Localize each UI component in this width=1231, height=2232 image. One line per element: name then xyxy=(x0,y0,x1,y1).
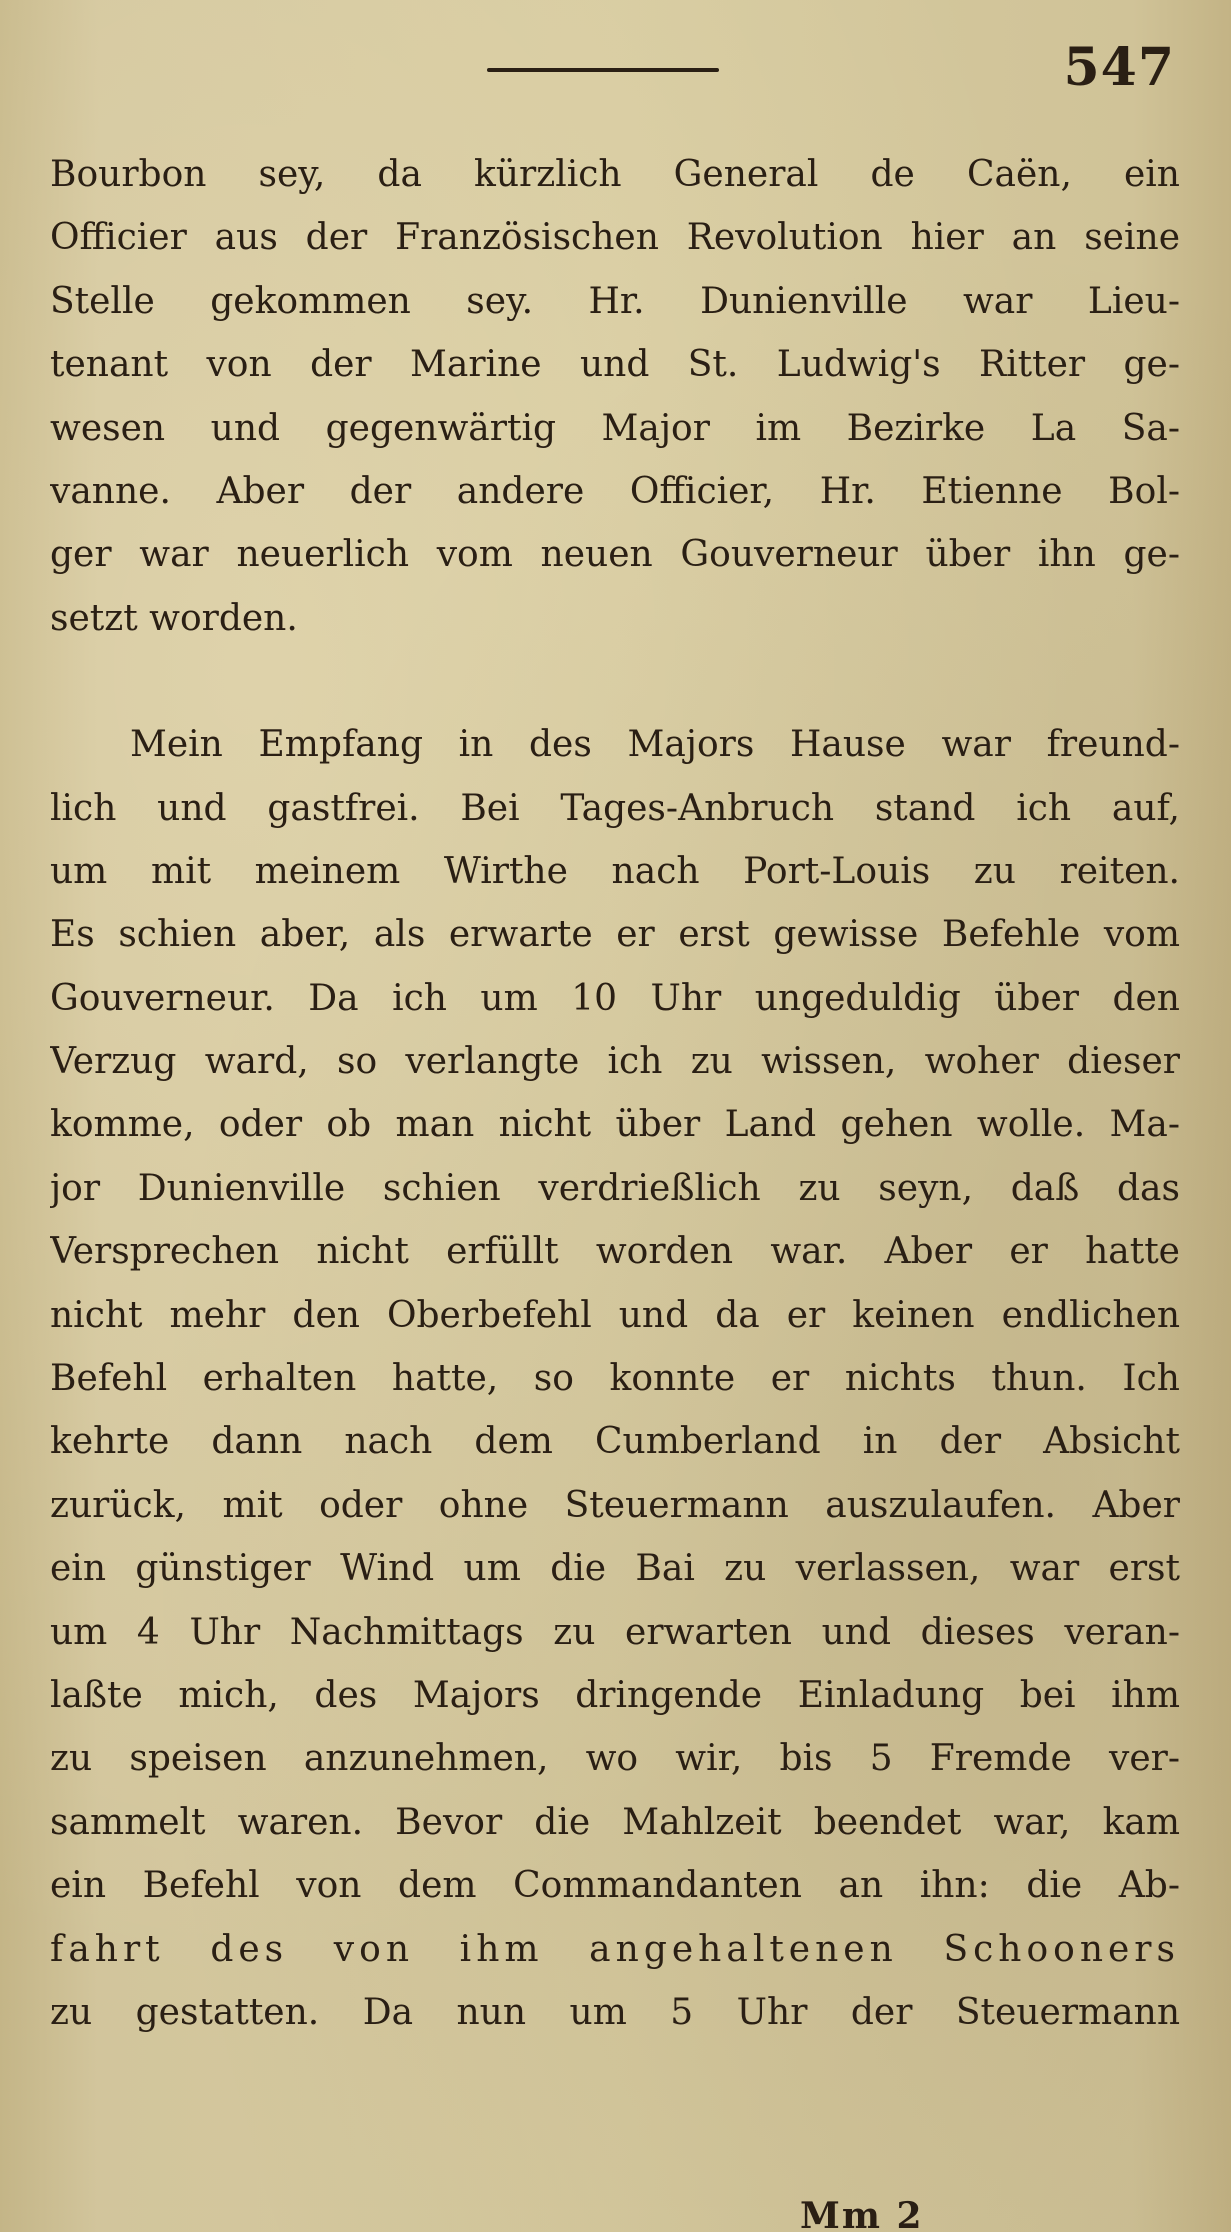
text-line: Versprechen nicht erfüllt worden war. Aber er hatte xyxy=(50,1231,1180,1273)
text-line: zurück, mit oder ohne Steuermann auszulaufen. Aber xyxy=(50,1484,1180,1526)
text-line: um 4 Uhr Nachmittags zu erwarten und dieses veran- xyxy=(50,1611,1180,1653)
body-text xyxy=(50,143,1180,2044)
text-line: sammelt waren. Bevor die Mahlzeit beendet war, kam xyxy=(50,1801,1180,1843)
text-line: Verzug ward, so verlangte ich zu wissen, woher dieser xyxy=(50,1041,1180,1083)
text-line: nicht mehr den Oberbefehl und da er keinen endlichen xyxy=(50,1294,1180,1336)
text-line: Mein Empfang in des Majors Hause war freund- xyxy=(130,724,1180,766)
paragraph-gap xyxy=(50,650,1180,713)
signature-mark: Mm 2 xyxy=(800,2195,924,2232)
text-line: wesen und gegenwärtig Major im Bezirke La Sa- xyxy=(50,407,1180,449)
text-line: komme, oder ob man nicht über Land gehen wolle. Ma- xyxy=(50,1104,1180,1146)
text-line: kehrte dann nach dem Cumberland in der Absicht xyxy=(50,1421,1180,1463)
text-line: fahrt des von ihm angehaltenen Schooners xyxy=(50,1928,1180,1970)
text-line: ein Befehl von dem Commandanten an ihn: die Ab- xyxy=(50,1865,1180,1907)
paragraph-2 xyxy=(50,713,1180,2044)
paragraph-1 xyxy=(50,143,1180,650)
text-line: jor Dunienville schien verdrießlich zu seyn, daß das xyxy=(50,1167,1180,1209)
text-line: laßte mich, des Majors dringende Einladung bei ihm xyxy=(50,1674,1180,1716)
text-line: ein günstiger Wind um die Bai zu verlassen, war erst xyxy=(50,1548,1180,1590)
text-line: Es schien aber, als erwarte er erst gewisse Befehle vom xyxy=(50,914,1180,956)
text-line: ger war neuerlich vom neuen Gouverneur über ihn ge- xyxy=(50,534,1180,576)
header-rule xyxy=(487,68,719,72)
text-line: Gouverneur. Da ich um 10 Uhr ungeduldig über den xyxy=(50,977,1180,1019)
text-line: lich und gastfrei. Bei Tages-Anbruch stand ich auf, xyxy=(50,787,1180,829)
text-line: Stelle gekommen sey. Hr. Dunienville war Lieu- xyxy=(50,280,1180,322)
text-line: zu gestatten. Da nun um 5 Uhr der Steuermann xyxy=(50,1991,1180,2033)
text-line: vanne. Aber der andere Officier, Hr. Etienne Bol- xyxy=(50,470,1180,512)
text-line: zu speisen anzunehmen, wo wir, bis 5 Fremde ver- xyxy=(50,1738,1180,1780)
text-line: um mit meinem Wirthe nach Port-Louis zu reiten. xyxy=(50,850,1180,892)
text-line: Bourbon sey, da kürzlich General de Caën, ein xyxy=(50,154,1180,195)
page-number: 547 xyxy=(1063,37,1175,98)
text-line: Officier aus der Französischen Revolution hier an seine xyxy=(50,217,1180,259)
text-line: tenant von der Marine und St. Ludwig's Ritter ge- xyxy=(50,344,1180,386)
text-line: Befehl erhalten hatte, so konnte er nichts thun. Ich xyxy=(50,1358,1180,1400)
text-line: setzt worden. xyxy=(50,597,298,639)
